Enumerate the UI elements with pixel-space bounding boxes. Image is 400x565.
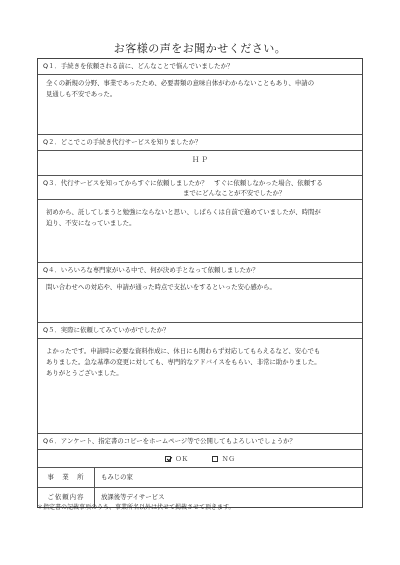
request-label: ご依頼内容 [38, 488, 95, 507]
question-5-answer [38, 339, 362, 434]
answer-line: 全くの新規の分野、事業であったため、必要書類の意味自体がわからないこともあり、申請の [46, 79, 315, 87]
business-row [38, 468, 362, 487]
question-4-label: Q４．いろいろな専門家がいる中で、何が決め手となって依頼しましたか？ [38, 263, 362, 279]
answer-line: 問い合わせへの対応や、申請が通った時点で支払いをするといった安心感から。 [46, 283, 276, 291]
answer-line: ありました。急な基準の変更に対しても、専門的なアドバイスをもらい、非常に助かりました。 [46, 358, 321, 366]
request-value: 放課後等デイサービス [101, 493, 165, 501]
option-ok[interactable] [165, 454, 188, 463]
answer-line: 初めから、託してしまうと勉強にならないと思い、しばらくは自前で進めていましたが、時間が [46, 208, 321, 216]
option-ng-label: ＮＧ [222, 455, 235, 463]
answer-line: ありがとうございました。 [46, 369, 123, 377]
question-1-label: Q１．手続きを依頼される前に、どんなことで悩んでいましたか？ [38, 59, 362, 75]
business-label: 事 業 所 [38, 468, 95, 487]
option-ok-label: ＯＫ [175, 455, 188, 463]
answer-line: よかったです。申請時に必要な資料作成に、休日にも関わらず対応してもらえるなど、安心でも [46, 347, 321, 355]
question-4-answer [38, 279, 362, 323]
answer-line: 迫り、不安になっていました。 [46, 219, 136, 227]
question-3-answer [38, 200, 362, 263]
question-3-label-line2: までにどんなことが不安でしたか？ [183, 189, 286, 197]
question-6-label: Q６．アンケート、指定書のコピーをホームページ等で公開してもよろしいでしょうか？ [38, 434, 362, 450]
publish-consent-options [38, 450, 362, 468]
question-1-answer [38, 75, 362, 135]
page-title: お客様の声をお聞かせください。 [113, 42, 287, 55]
business-value: もみじの家 [101, 473, 133, 481]
question-2-answer: ＨＰ [38, 151, 362, 176]
question-5-label: Q５．実際に依頼してみていかがでしたか？ [38, 323, 362, 339]
survey-form [37, 58, 363, 508]
checked-checkbox-icon[interactable] [165, 456, 171, 462]
footnote: ＊指定書の記載事項のうち、事業所名以外は伏せて掲載させて頂きます。 [37, 504, 235, 511]
question-2-label: Q２．どこでこの手続き代行サービスを知りましたか？ [38, 135, 362, 151]
answer-line: 見通しも不安であった。 [46, 90, 117, 98]
checkbox-icon[interactable] [212, 456, 218, 462]
question-3-label-line1: Q３．代行サービスを知ってからすぐに依頼しましたか？ すぐに依頼しなかった場合、依頼する [43, 179, 323, 187]
option-ng[interactable] [212, 454, 235, 463]
question-3-label [38, 176, 362, 200]
